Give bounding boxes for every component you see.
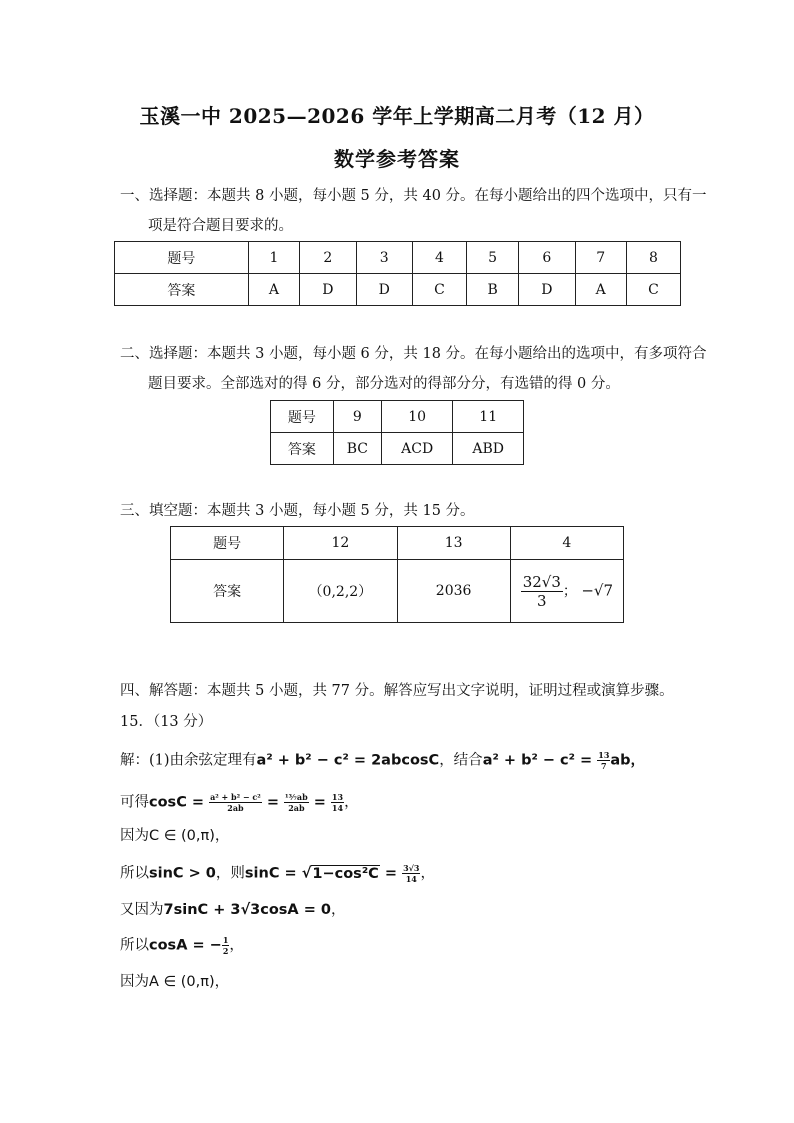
section3-intro-line1: 三、填空题：本题共 3 小题，每小题 5 分，共 15 分。 bbox=[120, 503, 475, 519]
answer-cell: A bbox=[248, 274, 299, 306]
question-number: 4 bbox=[510, 527, 623, 560]
question-number: 12 bbox=[284, 527, 397, 560]
answer-cell: 2036 bbox=[397, 560, 510, 623]
fraction-numerator: 13 bbox=[598, 750, 610, 760]
fraction bbox=[402, 863, 420, 884]
text: 又因为 bbox=[120, 902, 164, 918]
answer-cell: BC bbox=[333, 433, 381, 465]
fraction bbox=[597, 750, 610, 771]
equation: cosA = − bbox=[149, 937, 222, 954]
fraction-denominator: 7 bbox=[601, 761, 607, 771]
table-header-row bbox=[115, 242, 681, 274]
answer-cell: D bbox=[356, 274, 412, 306]
equation: sinC = bbox=[244, 865, 302, 882]
section1-intro-line1: 一、选择题：本题共 8 小题，每小题 5 分，共 40 分。在每小题给出的四个选项中，只有一 bbox=[120, 188, 707, 204]
equation: ab， bbox=[610, 752, 646, 769]
page-title: 玉溪一中 2025—2026 学年上学期高二月考（12 月） bbox=[139, 104, 655, 128]
text: 所以 bbox=[120, 937, 149, 954]
question-number: 11 bbox=[453, 401, 524, 433]
table-header-label: 题号 bbox=[171, 527, 284, 560]
question-15-heading: 15．（13 分） bbox=[120, 714, 213, 730]
section2-intro-line1: 二、选择题：本题共 3 小题，每小题 6 分，共 18 分。在每小题给出的选项中，有多项符合 bbox=[120, 346, 707, 362]
answer-cell: ABD bbox=[453, 433, 524, 465]
text: ， bbox=[229, 937, 244, 954]
question-number: 8 bbox=[626, 242, 680, 274]
question-number: 1 bbox=[248, 242, 299, 274]
text: 可得 bbox=[120, 794, 149, 811]
fraction bbox=[284, 792, 309, 813]
section4-intro-line1: 四、解答题：本题共 5 小题，共 77 分。解答应写出文字说明，证明过程或演算步骤。 bbox=[120, 683, 674, 699]
text: ，结合 bbox=[439, 752, 483, 769]
root-expression: 1−cos²C bbox=[312, 865, 379, 882]
text: ， bbox=[331, 902, 346, 918]
table-header-row bbox=[171, 527, 624, 560]
table-answer-row bbox=[171, 560, 624, 623]
table-answer-label: 答案 bbox=[171, 560, 284, 623]
table-answer-label: 答案 bbox=[115, 274, 249, 306]
table-header-row bbox=[271, 401, 524, 433]
answer-cell: ACD bbox=[381, 433, 452, 465]
text: ， bbox=[344, 794, 359, 811]
text: 所以 bbox=[120, 865, 149, 882]
table-header-label: 题号 bbox=[115, 242, 249, 274]
solution-line-1 bbox=[120, 750, 645, 771]
section1-intro-line2: 项是符合题目要求的。 bbox=[148, 218, 293, 234]
answer-cell: C bbox=[412, 274, 466, 306]
section1-answer-table bbox=[114, 241, 681, 306]
solution-line-3: 因为C ∈ (0,π)， bbox=[120, 828, 230, 844]
neg-root-answer: −√7 bbox=[581, 581, 614, 599]
table-answer-row bbox=[271, 433, 524, 465]
answer-cell: D bbox=[519, 274, 575, 306]
fraction bbox=[209, 792, 262, 813]
fraction-denominator: 14 bbox=[331, 803, 344, 813]
fraction-denominator: 2ab bbox=[288, 803, 305, 813]
question-number: 13 bbox=[397, 527, 510, 560]
question-number: 7 bbox=[575, 242, 626, 274]
question-number: 3 bbox=[356, 242, 412, 274]
fraction-denominator: 2ab bbox=[227, 803, 244, 813]
equation: a² + b² − c² = 2abcosC bbox=[256, 752, 440, 769]
section2-answer-table bbox=[270, 400, 524, 465]
answer-cell: C bbox=[626, 274, 680, 306]
answer-cell: B bbox=[467, 274, 519, 306]
question-number: 10 bbox=[381, 401, 452, 433]
equation: a² + b² − c² = bbox=[482, 752, 598, 769]
page-subtitle: 数学参考答案 bbox=[334, 147, 460, 171]
fraction-numerator: ¹³⁄₇ab bbox=[285, 792, 308, 802]
question-number: 9 bbox=[333, 401, 381, 433]
solution-line-4: 所以sinC > 0，则sinC = √1−cos²C = $\frac{3√3}{14}$ ， bbox=[120, 863, 435, 884]
equation: sinC > 0 bbox=[149, 865, 216, 882]
fraction bbox=[521, 573, 563, 610]
question-number: 6 bbox=[519, 242, 575, 274]
equation: = bbox=[379, 865, 403, 882]
solution-line-6 bbox=[120, 935, 244, 956]
solution-line-2: 可得cosC = $\frac{\text{a² + b² − c²}}{2ab}$ = $\frac{\text{¹³⁄₇ab}}{2ab}$ = $\frac{13}{14}$ ， bbox=[120, 792, 359, 813]
fraction-denominator: 2 bbox=[222, 946, 229, 956]
fraction bbox=[331, 792, 344, 813]
equation: cosC = bbox=[149, 794, 210, 811]
section3-answer-table bbox=[170, 526, 624, 623]
answer-cell-fraction bbox=[510, 560, 623, 623]
answer-cell: A bbox=[575, 274, 626, 306]
question-number: 2 bbox=[300, 242, 356, 274]
fraction-numerator: a² + b² − c² bbox=[210, 792, 261, 802]
fraction-numerator: 13 bbox=[331, 792, 344, 802]
answer-cell: （0,2,2） bbox=[284, 560, 397, 623]
question-number: 5 bbox=[467, 242, 519, 274]
answer-separator: ； bbox=[562, 583, 577, 599]
answer-cell: D bbox=[300, 274, 356, 306]
fraction-denominator: 14 bbox=[405, 874, 417, 884]
solution-line-7: 因为A ∈ (0,π)， bbox=[120, 974, 230, 990]
text: ， bbox=[420, 865, 435, 882]
table-header-label: 题号 bbox=[271, 401, 334, 433]
question-number: 4 bbox=[412, 242, 466, 274]
fraction-numerator: 32√3 bbox=[522, 572, 561, 591]
text: ，则 bbox=[215, 865, 245, 882]
equation: 7sinC + 3√3cosA = 0 bbox=[163, 902, 331, 918]
text: 解：(1)由余弦定理有 bbox=[120, 752, 257, 769]
fraction-denominator: 3 bbox=[537, 591, 547, 610]
section2-intro-line2: 题目要求。全部选对的得 6 分，部分选对的得部分分，有选错的得 0 分。 bbox=[148, 376, 620, 392]
solution-line-5 bbox=[120, 900, 346, 920]
table-answer-row bbox=[115, 274, 681, 306]
table-answer-label: 答案 bbox=[271, 433, 334, 465]
fraction-numerator: 3√3 bbox=[403, 863, 420, 873]
fraction-numerator: 1 bbox=[222, 935, 229, 945]
